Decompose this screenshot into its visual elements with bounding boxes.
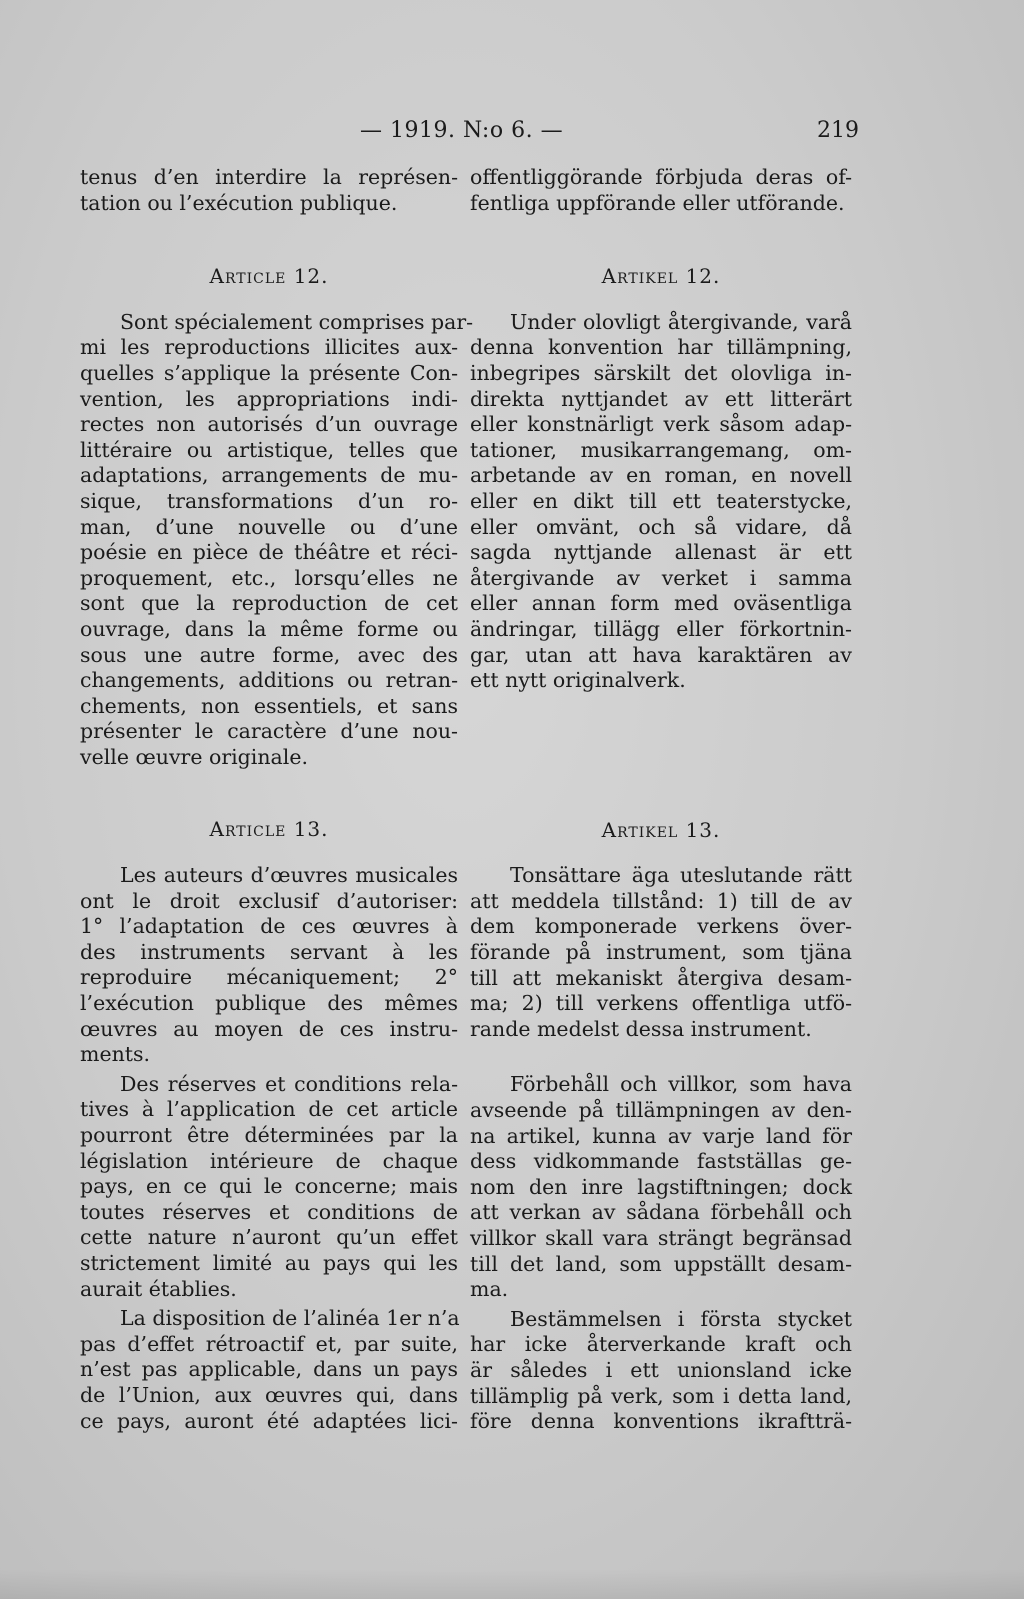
text-line: till att mekaniskt återgiva desam- [470,965,852,990]
text-line: Under olovligt återgivande, varå [510,309,852,334]
text-line: strictement limité au pays qui les [80,1250,458,1275]
text-line: ändringar, tillägg eller förkortnin- [470,616,852,641]
text-line: littéraire ou artistique, telles que [80,437,458,462]
artikel-13-para-2 [470,1072,852,1302]
text-line: avseende på tillämpningen av den- [470,1098,852,1123]
text-line: att verkan av sådana förbehåll och [470,1200,852,1225]
left-opening [80,165,458,216]
text-line: eller annan form med oväsentliga [470,591,852,616]
text-line: Les auteurs d’œuvres musicales [120,863,458,888]
text-line: eller konstnärligt verk såsom adap- [470,412,852,437]
text-line: förande på instrument, som tjäna [470,940,852,965]
text-line: rectes non autorisés d’un ouvrage [80,412,458,437]
text-line: sont que la reproduction de cet [80,591,458,616]
text-line: sique, transformations d’un ro- [80,488,458,513]
text-line: toutes réserves et conditions de [80,1199,458,1224]
running-head: — 1919. N:o 6. — [360,118,564,143]
text-line: adaptations, arrangements de mu- [80,463,458,488]
text-line: La disposition de l’alinéa 1er n’a [120,1306,460,1331]
text-line: cette nature n’auront qu’un effet [80,1225,458,1250]
text-line: gar, utan att hava karaktären av [470,642,852,667]
text-line: pays, en ce qui le concerne; mais [80,1174,458,1199]
text-line: aurait établies. [80,1276,237,1301]
text-line: pas d’effet rétroactif et, par suite, [80,1331,458,1356]
text-line: denna konvention har tillämpning, [470,335,852,360]
text-line: chements, non essentiels, et sans [80,693,458,718]
text-line: quelles s’applique la présente Con- [80,360,458,385]
text-line: ett nytt originalverk. [470,668,686,693]
text-line: direkta nyttjandet av ett litterärt [470,386,852,411]
page-header [0,118,1024,148]
text-line: inbegripes särskilt det olovliga in- [470,360,852,385]
text-line: œuvres au moyen de ces instru- [80,1016,458,1041]
article-13-heading: Article 13. [209,817,329,842]
text-line: ments. [80,1042,151,1067]
text-line: proquement, etc., lorsqu’elles ne [80,565,458,590]
text-line: n’est pas applicable, dans un pays [80,1357,458,1382]
text-line: Des réserves et conditions rela- [120,1071,458,1096]
article-13-para-1 [80,863,458,1068]
article-13-para-3 [80,1306,458,1434]
text-line: Bestämmelsen i första stycket [510,1306,852,1331]
article-12-text [80,309,474,771]
text-line: att meddela tillstånd: 1) till de av [470,888,852,913]
artikel-13-heading: Artikel 13. [601,817,721,842]
artikel-13-para-1 [470,863,852,1042]
text-line: présenter le caractère d’une nou- [80,719,458,744]
artikel-13-para-3 [470,1307,852,1435]
text-line: Tonsättare äga uteslutande rätt [510,863,852,888]
text-line: man, d’une nouvelle ou d’une [80,514,458,539]
text-line: dess vidkommande fastställas ge- [470,1149,852,1174]
text-line: sagda nyttjande allenast är ett [470,540,852,565]
page-number: 219 [817,118,859,143]
text-line: l’exécution publique des mêmes [80,991,458,1016]
text-line: de l’Union, aux œuvres qui, dans [80,1382,458,1407]
text-line: arbetande av en roman, en novell [470,463,852,488]
text-line: ce pays, auront été adaptées lici- [80,1408,458,1433]
text-line: tation ou l’exécution publique. [80,190,398,215]
text-line: är således i ett unionsland icke [470,1357,852,1382]
artikel-12-heading: Artikel 12. [601,264,721,289]
text-line: tillämplig på verk, som i detta land, [470,1383,852,1408]
text-line: reproduire mécaniquement; 2° [80,965,458,990]
text-line: före denna konventions ikraftträ- [470,1409,852,1434]
text-line: offentliggörande förbjuda deras of- [470,165,852,189]
text-line: återgivande av verket i samma [470,565,852,590]
text-line: velle œuvre originale. [80,744,308,769]
text-line: ma. [470,1277,509,1302]
text-line: changements, additions ou retran- [80,668,458,693]
text-line: eller en dikt till ett teaterstycke, [470,488,852,513]
french-column [80,165,474,1434]
text-line: tenus d’en interdire la représen- [80,165,458,189]
text-line: Förbehåll och villkor, som hava [510,1072,852,1097]
artikel-12-text [470,310,852,694]
text-line: ouvrage, dans la même forme ou [80,616,458,641]
right-opening [470,165,852,216]
article-12-heading: Article 12. [209,264,329,289]
text-line: till det land, som uppställt desam- [470,1251,852,1276]
text-line: rande medelst dessa instrument. [470,1016,812,1041]
article-13-para-2 [80,1072,458,1302]
text-line: poésie en pièce de théâtre et réci- [80,540,458,565]
text-line: eller omvänt, och så vidare, då [470,514,852,539]
text-line: har icke återverkande kraft och [470,1332,852,1357]
text-line: mi les reproductions illicites aux- [80,335,458,360]
text-line: na artikel, kunna av varje land för [470,1123,852,1148]
text-line: des instruments servant à les [80,939,458,964]
text-line: fentliga uppförande eller utförande. [470,190,845,215]
text-line: Sont spécialement comprises par- [120,309,474,334]
text-line: ont le droit exclusif d’autoriser: [80,888,458,913]
text-line: villkor skall vara strängt begränsad [470,1226,852,1250]
scan-bottom-shadow [0,1569,1024,1599]
text-line: tationer, musikarrangemang, om- [470,437,852,462]
text-line: nom den inre lagstiftningen; dock [470,1174,852,1199]
text-line: vention, les appropriations indi- [80,386,458,411]
text-line: sous une autre forme, avec des [80,642,458,667]
text-line: législation intérieure de chaque [80,1148,458,1173]
text-line: ma; 2) till verkens offentliga utfö- [470,991,852,1016]
text-line: 1° l’adaptation de ces œuvres à [80,914,458,939]
text-line: pourront être déterminées par la [80,1123,458,1147]
text-line: dem komponerade verkens över- [470,914,852,939]
swedish-column [470,165,852,1435]
text-line: tives à l’application de cet article [80,1097,458,1122]
